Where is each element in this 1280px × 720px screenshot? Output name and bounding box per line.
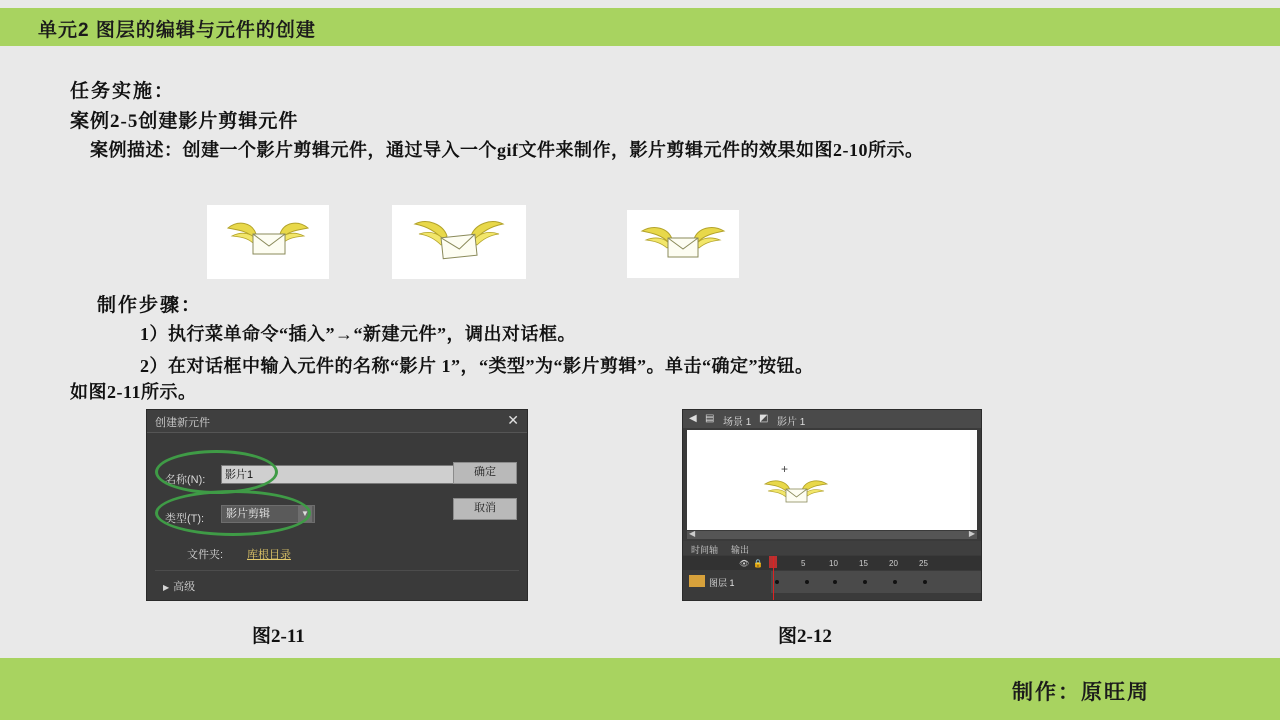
name-input[interactable]: 影片1 bbox=[221, 465, 477, 484]
panel-tabs bbox=[683, 541, 981, 555]
author-credit: 制作：原旺周 bbox=[1012, 681, 1150, 704]
advanced-toggle[interactable] bbox=[163, 578, 195, 594]
layer-name[interactable]: 图层 1 bbox=[709, 578, 735, 588]
winged-envelope-icon-2 bbox=[393, 206, 525, 278]
keyframe-dot[interactable] bbox=[775, 580, 779, 584]
keyframe-dot[interactable] bbox=[805, 580, 809, 584]
tab-timeline[interactable]: 时间轴 bbox=[691, 545, 719, 555]
type-label: 类型(T): bbox=[165, 513, 205, 525]
triangle-right-icon: ▶ bbox=[163, 583, 170, 592]
back-arrow-icon[interactable]: ◀ bbox=[689, 413, 697, 424]
text-case-description: 案例描述：创建一个影片剪辑元件，通过导入一个gif文件来制作，影片剪辑元件的效果如图2-10所示。 bbox=[90, 140, 924, 160]
name-label: 名称(N): bbox=[165, 474, 206, 486]
chevron-down-icon[interactable]: ▼ bbox=[298, 506, 312, 522]
keyframe-dot[interactable] bbox=[833, 580, 837, 584]
timeline-frames[interactable] bbox=[771, 571, 981, 593]
frame-number-20: 20 bbox=[889, 559, 898, 568]
frame-number-25: 25 bbox=[919, 559, 928, 568]
winged-envelope-icon-stage bbox=[759, 472, 833, 521]
layer-icon bbox=[689, 575, 705, 587]
text-step-1: 1）执行菜单命令“插入”→“新建元件”，调出对话框。 bbox=[140, 324, 576, 344]
figure-caption-1: 图2-11 bbox=[252, 626, 305, 647]
timeline-header bbox=[683, 556, 981, 570]
breadcrumb-symbol[interactable]: 影片 1 bbox=[777, 417, 806, 428]
breadcrumb-scene[interactable]: 场景 1 bbox=[723, 417, 752, 428]
text-figure-ref: 如图2-11所示。 bbox=[70, 382, 197, 402]
keyframe-dot[interactable] bbox=[863, 580, 867, 584]
playhead-line bbox=[773, 556, 774, 600]
keyframe-dot[interactable] bbox=[923, 580, 927, 584]
frame-number-15: 15 bbox=[859, 559, 868, 568]
dialog-divider bbox=[155, 570, 519, 571]
animation-frame-2 bbox=[392, 205, 526, 279]
type-select-value: 影片剪辑 bbox=[226, 508, 270, 520]
text-steps-heading: 制作步骤： bbox=[97, 295, 203, 316]
scroll-left-icon[interactable]: ◀ bbox=[689, 529, 696, 538]
dialog-title: 创建新元件 bbox=[155, 417, 210, 429]
animation-frame-3 bbox=[627, 210, 739, 278]
registration-point-icon: + bbox=[781, 462, 789, 476]
eye-icon[interactable]: 👁 bbox=[739, 559, 750, 568]
text-step-2: 2）在对话框中输入元件的名称“影片 1”，“类型”为“影片剪辑”。单击“确定”按钮。 bbox=[140, 356, 814, 376]
tab-output[interactable]: 输出 bbox=[731, 545, 750, 555]
timeline-layer-row[interactable] bbox=[683, 571, 981, 593]
close-icon[interactable]: ✕ bbox=[507, 412, 519, 428]
flash-editor-panel bbox=[682, 409, 982, 601]
edit-bar bbox=[683, 410, 981, 428]
winged-envelope-icon-3 bbox=[628, 211, 738, 277]
winged-envelope-icon-1 bbox=[208, 206, 328, 278]
stage-canvas[interactable] bbox=[687, 430, 977, 530]
scene-icon: ▤ bbox=[705, 413, 715, 424]
animation-frame-1 bbox=[207, 205, 329, 279]
page-title: 单元2 图层的编辑与元件的创建 bbox=[38, 20, 316, 41]
text-case-title: 案例2-5创建影片剪辑元件 bbox=[70, 111, 299, 132]
frame-number-10: 10 bbox=[829, 559, 838, 568]
symbol-icon: ◩ bbox=[759, 413, 769, 424]
ok-button[interactable]: 确定 bbox=[453, 462, 517, 484]
folder-label: 文件夹: bbox=[187, 549, 224, 561]
frame-number-5: 5 bbox=[801, 559, 806, 568]
text-task-implementation: 任务实施： bbox=[70, 81, 176, 102]
scroll-right-icon[interactable]: ▶ bbox=[968, 529, 975, 538]
highlight-ellipse-name bbox=[155, 450, 278, 494]
lock-icon[interactable]: 🔒 bbox=[753, 559, 763, 568]
figure-caption-2: 图2-12 bbox=[778, 626, 832, 647]
highlight-ellipse-type bbox=[155, 490, 311, 536]
folder-link[interactable]: 库根目录 bbox=[247, 549, 291, 561]
cancel-button[interactable]: 取消 bbox=[453, 498, 517, 520]
advanced-label: 高级 bbox=[173, 581, 196, 593]
keyframe-dot[interactable] bbox=[893, 580, 897, 584]
horizontal-scrollbar[interactable] bbox=[687, 531, 977, 539]
